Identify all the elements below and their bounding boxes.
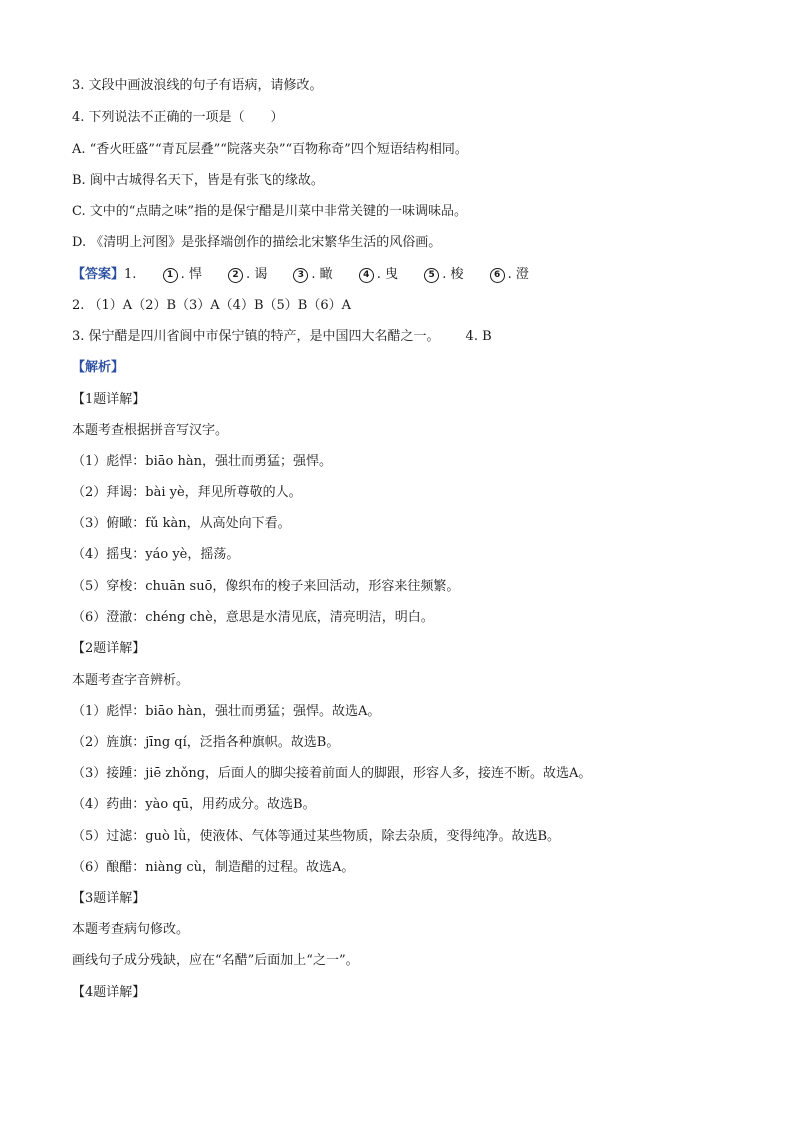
- section-3-title: 【3题详解】: [72, 891, 146, 906]
- answer-item-2: 2 . 谒: [228, 266, 267, 284]
- section-1-line: （3）俯瞰：fǔ kàn，从高处向下看。: [72, 516, 291, 531]
- section-2-line: （4）药曲：yào qū，用药成分。故选B。: [72, 797, 316, 812]
- circled-number: 1: [163, 268, 178, 283]
- answer-4: 4. B: [465, 329, 492, 344]
- question-3: 3. 文段中画波浪线的句子有语病，请修改。: [72, 78, 323, 93]
- section-3-line: 画线句子成分残缺，应在“名醋”后面加上“之一”。: [72, 953, 359, 968]
- answer-line-1: [72, 266, 529, 284]
- circled-number: 3: [293, 268, 308, 283]
- section-1-title: 【1题详解】: [72, 392, 146, 407]
- section-3-intro: 本题考查病句修改。: [72, 922, 190, 937]
- answer-item-4: 4 . 曳: [359, 266, 398, 284]
- analysis-tag: 【解析】: [72, 360, 125, 375]
- circled-number: 2: [228, 268, 243, 283]
- section-1-line: （2）拜谒：bài yè，拜见所尊敬的人。: [72, 485, 302, 500]
- section-2-line: （3）接踵：jiē zhǒng，后面人的脚尖接着前面人的脚跟，形容人多，接连不断。故选A。: [72, 766, 592, 781]
- section-2-line: （1）彪悍：biāo hàn，强壮而勇猛；强悍。故选A。: [72, 704, 381, 719]
- section-1-line: （4）摇曳：yáo yè，摇荡。: [72, 547, 240, 562]
- question-4-option-d: D. 《清明上河图》是张择端创作的描绘北宋繁华生活的风俗画。: [72, 235, 442, 250]
- circled-number: 4: [359, 268, 374, 283]
- question-4-option-a: A. “香火旺盛”“青瓦层叠”“院落夹杂”“百物称奇”四个短语结构相同。: [72, 142, 468, 157]
- section-2-line: （2）旌旗：jīng qí，泛指各种旗帜。故选B。: [72, 735, 340, 750]
- answer-item-1: 1 . 悍: [163, 266, 202, 284]
- answer-tag: 【答案】: [72, 267, 125, 282]
- section-2-line: （6）酿醋：niàng cù，制造醋的过程。故选A。: [72, 860, 355, 875]
- question-4-option-c: C. 文中的“点睛之味”指的是保宁醋是川菜中非常关键的一味调味品。: [72, 204, 468, 219]
- section-2-title: 【2题详解】: [72, 641, 146, 656]
- question-4-option-b: B. 阆中古城得名天下，皆是有张飞的缘故。: [72, 173, 324, 188]
- answer-item-5: 5 . 梭: [424, 266, 463, 284]
- section-1-line: （5）穿梭：chuān suō，像织布的梭子来回活动，形容来往频繁。: [72, 579, 460, 594]
- answer-line-2: 2. （1）A（2）B（3）A（4）B（5）B（6）A: [72, 298, 351, 313]
- section-1-line: （6）澄澈：chéng chè，意思是水清见底，清亮明洁，明白。: [72, 610, 434, 625]
- circled-number: 5: [424, 268, 439, 283]
- answer-item-6: 6 . 澄: [490, 266, 529, 284]
- answer-lead: 1.: [124, 267, 137, 282]
- section-1-intro: 本题考查根据拼音写汉字。: [72, 423, 229, 438]
- answer-line-3: 3. 保宁醋是四川省阆中市保宁镇的特产，是中国四大名醋之一。 4. B: [72, 329, 492, 344]
- section-2-line: （5）过滤：guò lǜ，使液体、气体等通过某些物质，除去杂质，变得纯净。故选B。: [72, 829, 561, 844]
- circled-number: 6: [490, 268, 505, 283]
- section-1-line: （1）彪悍：biāo hàn，强壮而勇猛；强悍。: [72, 454, 332, 469]
- answer-item-3: 3 . 瞰: [293, 266, 332, 284]
- section-2-intro: 本题考查字音辨析。: [72, 673, 190, 688]
- section-4-title: 【4题详解】: [72, 985, 146, 1000]
- question-4: 4. 下列说法不正确的一项是（ ）: [72, 110, 284, 125]
